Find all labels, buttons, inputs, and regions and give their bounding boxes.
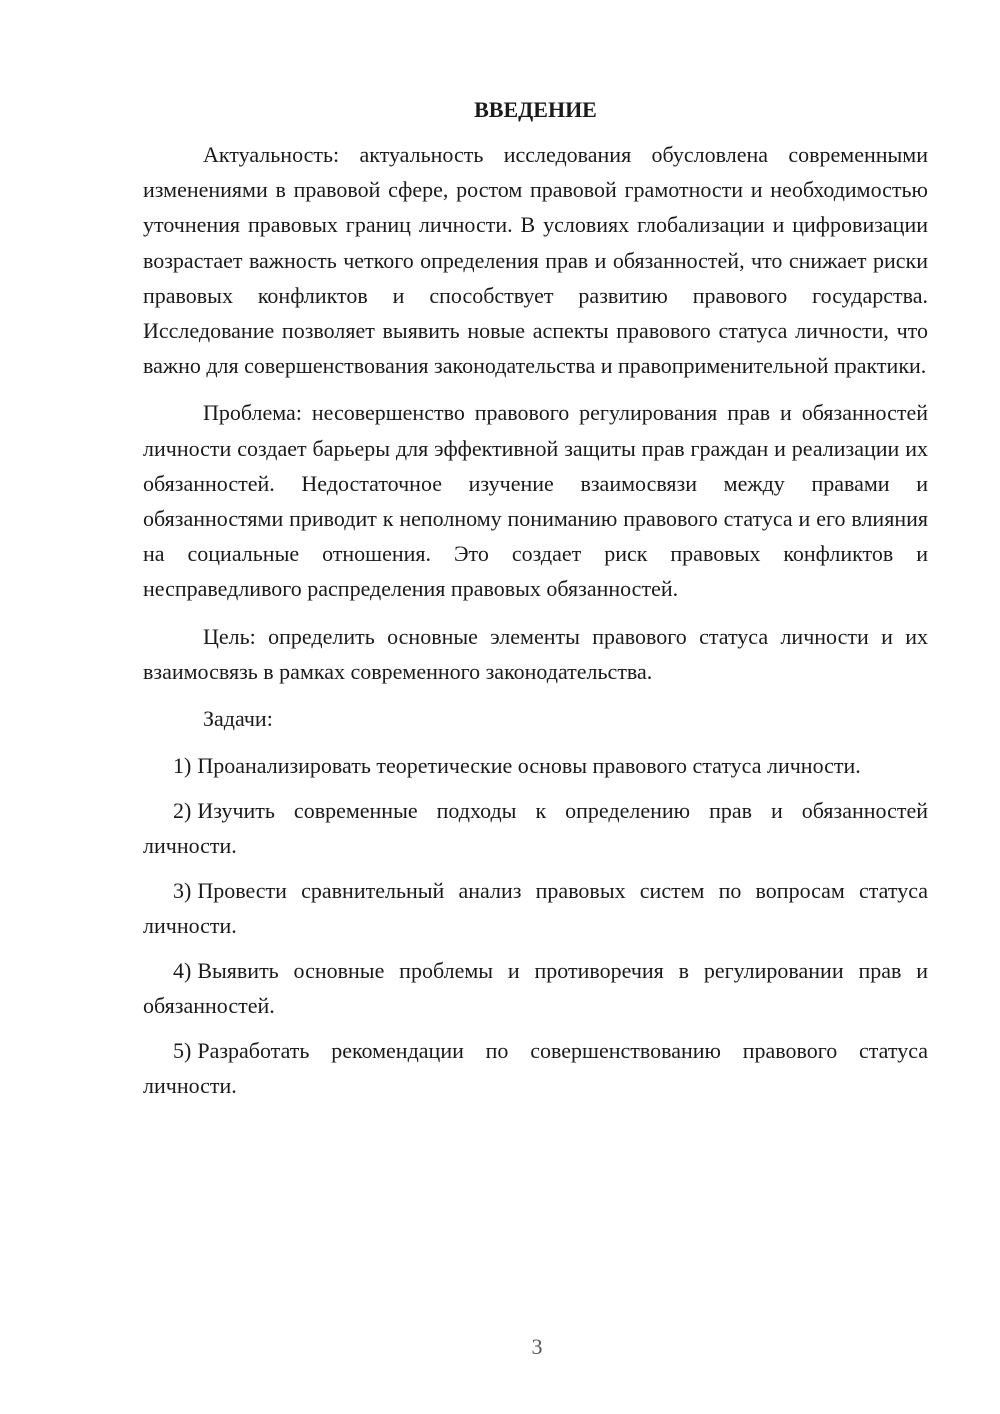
paragraph-problem: Проблема: несовершенство правового регулирования прав и обязанностей личности создает барьеры для эффективной защиты прав граждан и реализации их обязанностей. Недостаточное изучение взаимосвязи между правами и обязанностями приводит к неполному пониманию правового статуса и его влияния на социальные отношения. Это создает риск правовых конфликтов и несправедливого распределения правовых обязанностей. <box>143 400 928 602</box>
task-item <box>143 1033 928 1103</box>
task-text: Разработать рекомендации по совершенствованию правового статуса личности. <box>143 1038 928 1099</box>
document-page <box>143 95 928 1113</box>
task-number: 5) <box>173 1038 192 1064</box>
task-text: Изучить современные подходы к определению прав и обязанностей личности. <box>143 798 928 859</box>
task-number: 3) <box>173 878 192 904</box>
task-number: 2) <box>173 798 192 824</box>
task-item <box>143 873 928 943</box>
task-text: Провести сравнительный анализ правовых систем по вопросам статуса личности. <box>143 878 928 939</box>
paragraph-tasks-heading: Задачи: <box>203 706 273 732</box>
paragraph-goal: Цель: определить основные элементы правового статуса личности и их взаимосвязь в рамках современного законодательства. <box>143 623 928 684</box>
task-item <box>143 793 928 863</box>
task-number: 4) <box>173 958 192 984</box>
paragraph-relevance: Актуальность: актуальность исследования обусловлена современными изменениями в правовой сфере, ростом правовой грамотности и необходимостью уточнения правовых границ личности. В условиях глобализации и цифровизации возрастает важность четкого определения прав и обязанностей, что снижает риски правовых конфликтов и способствует развитию правового государства. Исследование позволяет выявить новые аспекты правового статуса личности, что важно для совершенствования законодательства и правоприменительной практики. <box>143 142 928 379</box>
task-item <box>143 953 928 1023</box>
task-number: 1) <box>173 753 192 779</box>
page-number: 3 <box>531 1334 543 1359</box>
task-item <box>143 748 928 783</box>
section-heading: ВВЕДЕНИЕ <box>474 97 597 122</box>
task-text: Выявить основные проблемы и противоречия в регулировании прав и обязанностей. <box>143 958 928 1019</box>
task-text: Проанализировать теоретические основы правового статуса личности. <box>197 753 861 779</box>
